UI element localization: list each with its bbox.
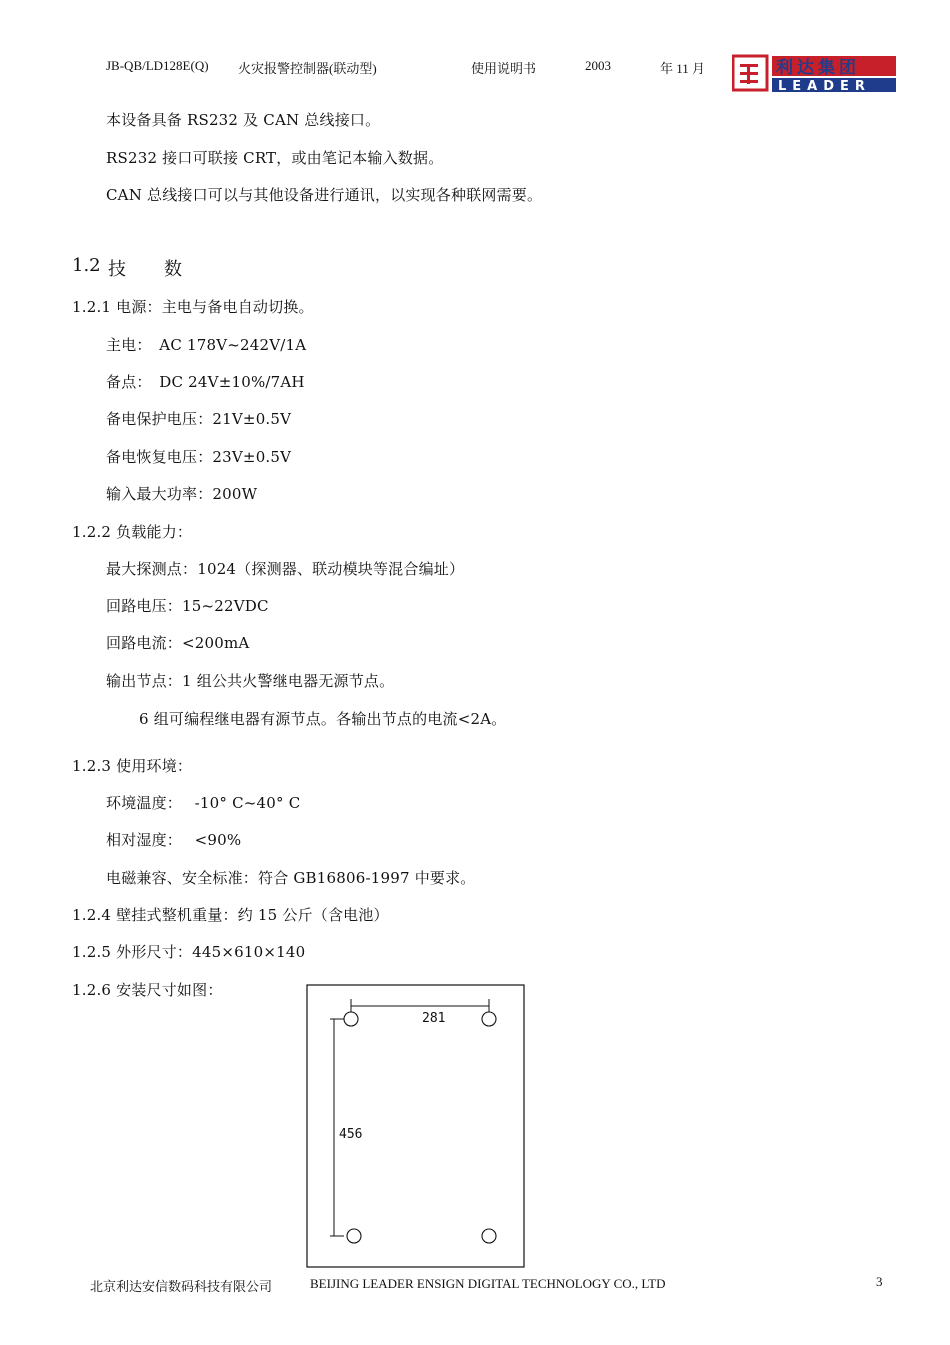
load-item: 回路电流：<200mA [106,634,250,652]
width-label: 281 [422,1011,446,1026]
doc-code: JB-QB/LD128E(Q) [106,58,209,73]
load-heading: 1.2.2 负载能力： [72,523,193,541]
mounting-hole-top-left [344,1012,358,1026]
leader-group-logo [732,54,898,94]
section-number: 1.2 [72,255,101,276]
power-item: 备电保护电压：21V±0.5V [106,410,292,428]
power-item: 备电恢复电压：23V±0.5V [106,448,292,466]
power-item: 输入最大功率：200W [106,485,258,503]
intro-line: CAN 总线接口可以与其他设备进行通讯，以实现各种联网需要。 [106,186,543,204]
mounting-hole-bottom-left [347,1229,361,1243]
section-title-a: 技 [108,259,126,280]
mounting-hole-top-right [482,1012,496,1026]
power-heading: 1.2.1 电源：主电与备电自动切换。 [72,298,314,316]
page-number: 3 [876,1274,883,1289]
enclosure-outline [307,985,524,1267]
mounting-hole-bottom-right [482,1229,496,1243]
env-heading: 1.2.3 使用环境： [72,757,193,775]
power-item: 备点： DC 24V±10%/7AH [106,373,305,391]
load-item: 最大探测点：1024（探测器、联动模块等混合编址） [106,560,465,578]
doc-year: 2003 [585,58,611,73]
env-item: 环境温度： -10° C~40° C [106,794,301,812]
load-continuation: 6 组可编程继电器有源节点。各输出节点的电流<2A。 [139,710,507,728]
section-title-b: 数 [164,259,182,280]
intro-line: 本设备具备 RS232 及 CAN 总线接口。 [106,111,381,129]
weight-line: 1.2.4 壁挂式整机重量：约 15 公斤（含电池） [72,906,389,924]
height-label: 456 [339,1127,363,1142]
power-item: 主电： AC 178V~242V/1A [106,336,307,354]
footer-company-cn: 北京利达安信数码科技有限公司 [90,1279,273,1294]
env-item: 相对湿度： <90% [106,831,242,849]
svg-text:利达集团: 利达集团 [776,58,860,78]
doc-month: 年 11 月 [660,61,706,76]
doc-type: 使用说明书 [471,61,537,76]
dims-line: 1.2.5 外形尺寸：445×610×140 [72,943,306,961]
load-item: 回路电压：15~22VDC [106,597,269,615]
product-name: 火灾报警控制器(联动型) [238,61,377,76]
install-line: 1.2.6 安装尺寸如图： [72,981,223,999]
intro-line: RS232 接口可联接 CRT，或由笔记本输入数据。 [106,149,444,167]
env-item: 电磁兼容、安全标准：符合 GB16806-1997 中要求。 [106,869,476,887]
footer-company-en: BEIJING LEADER ENSIGN DIGITAL TECHNOLOGY CO., LTD [310,1276,666,1291]
load-item: 输出节点：1 组公共火警继电器无源节点。 [106,672,395,690]
svg-text:LEADER: LEADER [778,79,871,94]
